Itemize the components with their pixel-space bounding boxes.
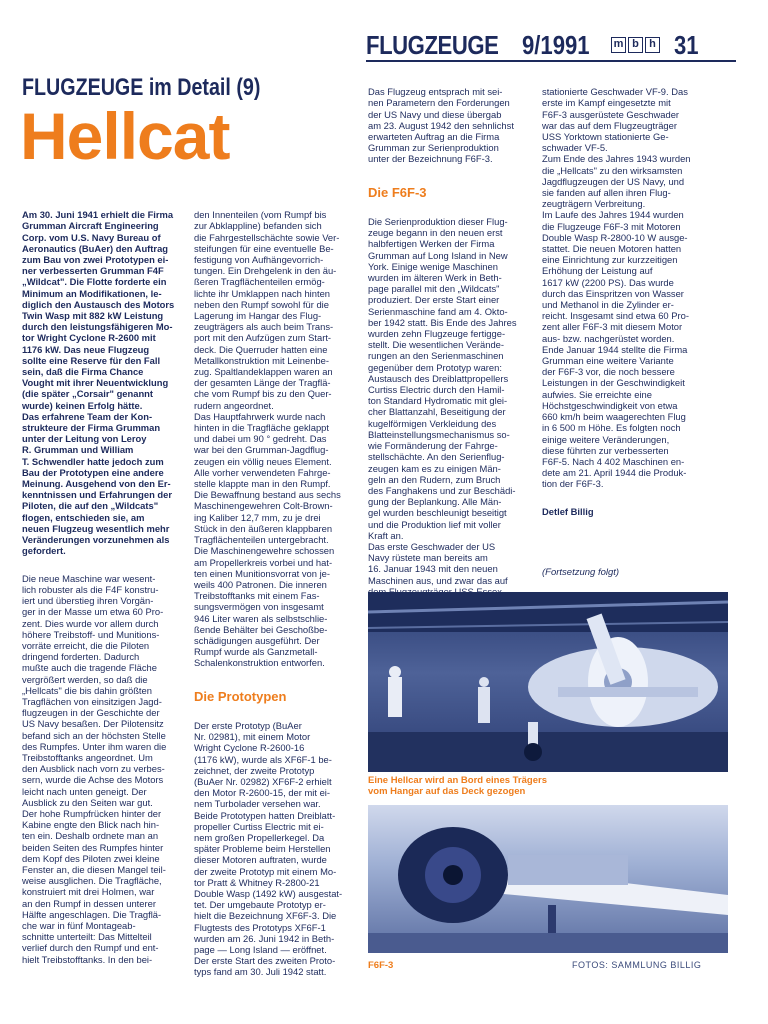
lead-paragraph: Am 30. Juni 1941 erhielt die Firma Grumman Aircraft Engineering Corp. vom U.S. Navy Bureau of Aeronautics (BuAer) den Auftrag zum Bau von zwei Prototypen ei- ner verbesserten Grumman F4F „Wildcat". Die Flotte forderte ein Minimum an Modifikationen, le- diglich den Austausch des Motors Twin Wasp mit 882 kW Leistung durch den leistungsfähigeren Mo- tor Wright Cyclone R-2600 mit 1176 kW. Das neue Flugzeug sollte eine Reserve für den Fall sein, daß die Firma Chance Vought mit ihrer Neuentwicklung (die später „Corsair" genannt wurde) keinen Erfolg hätte. Das erfahrene Team der Kon- strukteure der Firma Grumman unter der Leitung von Leroy R. Grumman und William T. Schwendler hatte jedoch zum Bau der Prototypen eine andere Meinung. Ausgehend von den Er- kenntnissen und Erfahrungen der Piloten, die auf den „Wildcats" flogen, entschieden sie, am neuen Flugzeug wesentlich mehr Veränderungen vorzunehmen als gefordert. — [22, 209, 175, 557]
logo-letter-m: m — [611, 37, 626, 53]
column-2 — [194, 198, 362, 976]
column-4 — [542, 75, 734, 515]
body-paragraph: Das Flugzeug entsprach mit sei- nen Parametern den Forderungen der US Navy und diese übergab am 23. August 1942 den sehnlichst erwarteten Auftrag an die Firma Grumman zur Serienproduktion unter der Bezeichnung F6F-3. — [368, 86, 514, 165]
logo-letter-h: h — [645, 37, 660, 53]
hellcat-hangar-image — [368, 592, 728, 772]
author-name: Detlef Billig — [542, 505, 594, 517]
section-heading-prototypes: Die Prototypen — [194, 688, 287, 704]
body-paragraph: Die neue Maschine war wesent- lich robuster als die F4F konstru- iert und überstieg ihren Vorgän- ger in der Masse um etwa 60 Pro- zent. Dies wurde vor allem durch höhere Treibstoff- und Munitions- vorräte erreicht, die die Piloten dringend forderten. Dadurch mußte auch die tragende Fläche vergrößert werden, so daß die „Hellcats" die bis dahin größten Tragflächen von einsitzigen Jagd- flugzeugen in der Geschichte der US Navy besaßen. Der Pilotensitz befand sich an der höchsten Stelle des Rumpfes. Unter ihm waren die Treibstofftanks angeordnet. Um den Ausblick nach vorn zu verbes- sern, wurde die Achse des Motors leicht nach unten geneigt. Der Ausblick zu den Seiten war gut. Der hohe Rumpfrücken hinter der Kabine engte den Blick nach hin- ten ein. Deshalb ordnete man an beiden Seiten des Rumpfes hinter dem Kopf des Piloten zwei kleine Fenster an, die diesen Mangel teil- weise ausglichen. Die Tragfläche, konstruiert mit drei Holmen, war an den Rumpf in dessen unterer Hälfte angeschlagen. Die Tragflä- che war in fünf Montageab- schnitte unterteilt: Das Mittelteil verlief durch den Rumpf und ent- hielt Treibstofftanks. In den bei- — [22, 572, 167, 965]
photo-credit: FOTOS: SAMMLUNG BILLIG — [572, 960, 702, 970]
page-number: 31 — [674, 30, 699, 60]
article-title: Hellcat — [20, 99, 230, 173]
body-paragraph: Der erste Prototyp (BuAer Nr. 02981), mit einem Motor Wright Cyclone R-2600-16 (1176 kW), wurde als XF6F-1 be- zeichnet, der zweite Prototyp (BuAer Nr. 02982) XF6F-2 erhielt den Motor R-2600-15, der mit ei- nem Turbolader versehen war. Beide Prototypen hatten Dreiblatt- propeller Curtiss Electric mit ei- nem großen Propellerkegel. Da später Probleme beim Herstellen dieser Motoren auftraten, wurde der zweite Prototyp mit einem Mo- tor Pratt & Whitney R-2800-21 Double Wasp (1492 kW) ausgestat- tet. Der umgebaute Prototyp er- hielt die Bezeichnung XF6F-3. Die Flugtests des Prototyps XF6F-1 wurden am 26. Juni 1942 in Beth- page — Long Island — eröffnet. Der erste Start des zweiten Proto- typs fand am 30. Juli 1942 statt. — [194, 719, 343, 978]
logo-letter-b: b — [628, 37, 643, 53]
issue-number: 9/1991 — [522, 30, 590, 60]
f6f3-aircraft-image — [368, 805, 728, 953]
continued-note: (Fortsetzung folgt) — [542, 567, 620, 578]
magazine-header — [366, 30, 736, 62]
photo1-caption: Eine Hellcar wird an Bord eines Trägers vom Hangar auf das Deck gezogen — [368, 775, 547, 797]
photo2-caption: F6F-3 — [368, 960, 394, 971]
column-1 — [22, 198, 188, 976]
series-title: FLUGZEUGE im Detail (9) — [22, 74, 261, 101]
publisher-logo — [611, 37, 660, 53]
column-3 — [368, 75, 538, 585]
section-heading-f6f3: Die F6F-3 — [368, 184, 427, 200]
body-paragraph: Die Serienproduktion dieser Flug- zeuge begann in den neuen erst halbfertigen Werken der Firma Grumman auf Long Island in New York. Einige wenige Maschinen wurden im älteren Werk in Beth- page parallel mit den „Wildcats" produziert. Der erste Start einer Serienmaschine fand am 4. Okto- ber 1942 statt. Bis Ende des Jahres wurden zehn Flugzeuge fertigge- stellt. Die wesentlichen Verände- rungen an den Serienmaschinen gegenüber dem Prototyp waren: Austausch des Dreiblattpropellers Curtiss Electric durch den Hamil- ton Standard Hydromatic mit glei- cher Blattanzahl, Beseitigung der kugelförmigen Verkleidung des Blatteinstellungsmechanismus so- wie Formänderung der Fahrge- stellschächte. An den Serienflug- zeugen kam es zu einigen Män- geln an den Rudern, zum Bruch des Fanghakens und zur Beschädi- gung der Beplankung. Alle Män- gel wurden beschleunigt beseitigt und die Produktion lief mit voller Kraft an. Das erste Geschwader der US Navy rüstete man bereits am 16. Januar 1943 mit den neuen Maschinen aus, und zwar das auf — [368, 216, 517, 586]
body-paragraph: den Innenteilen (vom Rumpf bis zur Abklappline) befanden sich die Fahrgestellschächte sowie Ver- steifungen für eine eventuelle Be- festigung von Aufhängevorrich- tungen. Ein Drehgelenk in den äu- ßeren Tragflächenteilen ermög- lichte ihr Umklappen nach hinten neben den Rumpf sowohl für die Lagerung im Hangar des Flug- zeugträgers als auch beim Trans- port mit den Aufzügen zum Start- deck. Die Querruder hatten eine Metallkonstruktion mit Leinenbe- zug. Spaltlandeklappen waren an der gesamten Länge der Tragflä- che vom Rumpf bis zu den Quer- rudern angeordnet. Das Hauptfahrwerk wurde nach hinten in die Tragfläche geklappt und dabei um 90 ° gedreht. Das war bei den Grumman-Jagdflug- zeugen ein völlig neues Element. Alle vorher verwendeten Fahrge- stelle klappte man in den Rumpf. Die Bewaffnung bestand aus sechs Maschinengewehren Colt-Brown- ing Kaliber 12,7 mm, zu je drei Stück in den äußeren klappbaren Tragflächenteilen untergebracht. Die Maschinengewehre schossen am Propellerkreis vorbei und hat- ten einen Munitionsvorrat von je- weils 400 Patronen. Die inneren Treibstofftanks mit einem Fas- sungsvermögen von insgesamt 946 Liter waren als selbstschlie- ßende Behälter bei Geschoßbe- schädigungen ausgeführt. Der Rumpf wurde als Ganzmetall- Schalenkonstruktion entworfen. — [194, 209, 341, 669]
f6f3-photo — [368, 805, 728, 953]
magazine-name: FLUGZEUGE — [366, 30, 499, 60]
hangar-photo — [368, 592, 728, 772]
body-paragraph: stationierte Geschwader VF-9. Das erste im Kampf eingesetzte mit F6F-3 ausgerüstete Geschwader war das auf dem Flugzeugträger USS Yorktown stationierte Ge- schwader VF-5. Zum Ende des Jahres 1943 wurden die „Hellcats" zu den wirksamsten Jagdflugzeugen der US Navy, und sie fanden auf allen ihren Flug- zeugträgern Verbreitung. Im Laufe des Jahres 1944 wurden die Flugzeuge F6F-3 mit Motoren Double Wasp R-2800-10 W ausge- stattet. Die neuen Motoren hatten eine Einrichtung zur kurzzeitigen Erhöhung der Leistung auf 1617 kW (2200 PS). Das wurde durch das Einspritzen von Wasser und Methanol in die Zylinder er- reicht. Insgesamt sind etwa 60 Pro- zent aller F6F-3 mit diesem Motor aus- bzw. nachgerüstet worden. Ende Januar 1944 stellte die Firma Grumman eine weitere Variante der F6F-3 vor, die noch bessere Leistungen in der Geschwindigkeit aufwies. Sie erreichte eine Höchstgeschwindigkeit von etwa 660 km/h beim waagerechten Flug in 6 500 m Höhe. Es folgten noch einige weitere Veränderungen, diese führten zur verbesserten F6F-5. Nach 4 402 Maschinen en- dete am 21. April 1944 die Produk- tion der F6F-3. — [542, 86, 691, 490]
